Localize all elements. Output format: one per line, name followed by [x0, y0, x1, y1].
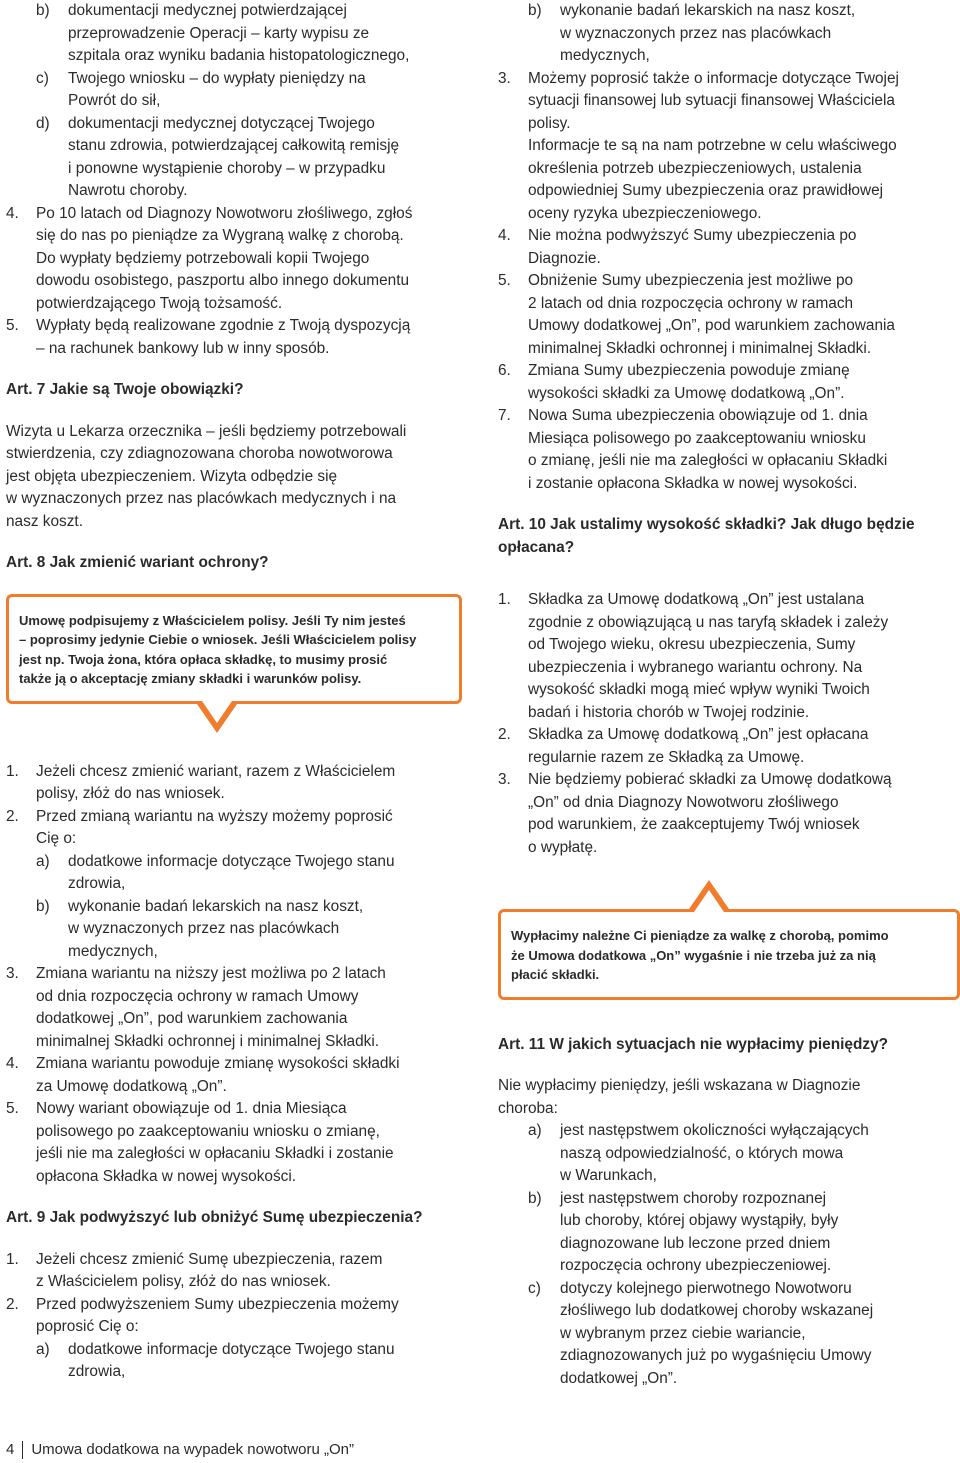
list-item-body	[36, 1249, 468, 1294]
callout-line: że Umowa dodatkowa „On” wygaśnie i nie trzeba już za nią	[511, 947, 876, 963]
sub-item-line: medycznych,	[560, 47, 650, 64]
list-item-body	[36, 1098, 468, 1188]
list-item-line: Zmiana wariantu na niższy jest możliwa po 2 latach	[36, 965, 386, 982]
heading-line: Art. 11 W jakich sytuacjach nie wypłacimy pieniędzy?	[498, 1035, 889, 1053]
sub-item	[36, 851, 468, 896]
list-item-line: Do wypłaty będziemy potrzebowali kopii Twojego	[36, 249, 370, 267]
sub-item-line: wykonanie badań lekarskich na nasz koszt,	[68, 897, 364, 915]
list-item-line: o wypłatę.	[528, 838, 598, 856]
list-item-line: minimalnej Składki ochronnej i minimalnej Składki.	[36, 1032, 380, 1050]
list-item-line: Cię o:	[36, 830, 77, 847]
list-item-body	[528, 405, 956, 495]
list-item	[6, 963, 468, 1053]
heading-line: opłacana?	[498, 538, 575, 556]
list-item-line: wysokość składki mogą mieć wpływ wyniki Twoich	[528, 681, 870, 698]
list-item-number: 5.	[498, 272, 511, 289]
sub-item-text	[68, 851, 468, 896]
sub-item-label: c)	[36, 69, 49, 87]
list-item-body	[36, 1053, 468, 1098]
list-item-line: wysokości składki za Umowę dodatkową „On”.	[528, 384, 845, 402]
list-item	[6, 806, 468, 964]
spacer	[498, 495, 956, 514]
list-item-line: o zmianę, jeśli nie ma zaległości w opłacaniu Składki	[528, 452, 888, 469]
spacer	[498, 1056, 956, 1075]
numbered-list	[498, 0, 956, 495]
spacer	[6, 533, 468, 552]
list-item-body	[36, 315, 468, 360]
article-heading	[6, 552, 468, 575]
sub-item	[36, 896, 468, 964]
numbered-list	[6, 1249, 468, 1384]
sub-item-label: a)	[36, 852, 50, 870]
sub-item-line: w wyznaczonych przez nas placówkach	[68, 920, 340, 937]
page-number: 4	[6, 1441, 15, 1458]
list-item-line: „On” od dnia Diagnozy Nowotworu złośliwego	[528, 793, 839, 811]
heading-line: Art. 7 Jakie są Twoje obowiązki?	[6, 381, 244, 398]
list-item	[6, 1249, 468, 1294]
list-item-line: ubezpieczenia i wybranego wariantu ochrony. Na	[528, 658, 863, 676]
list-item-number: 3.	[6, 965, 19, 982]
list-item-line: minimalnej Składki ochronnej i minimalnej Składki.	[528, 339, 872, 357]
list-item-line: zgodnie z obowiązującą u nas taryfą składek i zależy	[528, 613, 889, 631]
spacer	[6, 402, 468, 421]
sub-item-line: stanu zdrowia, potwierdzającej całkowitą remisję	[68, 137, 400, 154]
sub-item-text	[560, 1278, 956, 1391]
callout-line: także ją o akceptację zmiany składki i warunków polisy.	[19, 671, 362, 686]
spacer	[6, 704, 468, 761]
list-item-line: oceny ryzyka ubezpieczeniowego.	[528, 204, 762, 222]
list-item-line: się do nas po pieniądze za Wygraną walkę z chorobą.	[36, 227, 404, 244]
sub-item-line: zdiagnozowanych już po wygaśnięciu Umowy	[560, 1347, 872, 1364]
sub-item-line: dokumentacji medycznej potwierdzającej	[68, 2, 347, 19]
sub-item	[528, 0, 956, 68]
callout-arrow-up-icon	[689, 880, 729, 909]
sub-item-line: zdrowia,	[68, 875, 126, 892]
callout-box	[498, 909, 960, 1000]
left-column	[6, 0, 468, 1384]
list-item-body	[528, 360, 956, 405]
right-column	[498, 0, 956, 1390]
list-item-number: 1.	[6, 762, 19, 780]
list-item-number: 5.	[6, 317, 19, 334]
sub-item-text	[68, 68, 468, 113]
list-item-number: 4.	[498, 227, 511, 244]
list-item-line: od dnia rozpoczęcia ochrony w ramach Umowy	[36, 987, 359, 1005]
sub-item-line: dodatkowe informacje dotyczące Twojego stanu	[68, 1340, 395, 1358]
list-item-number: 6.	[498, 362, 511, 379]
list-item-line: od Twojego wieku, okresu ubezpieczenia, Sumy	[528, 636, 856, 653]
article-heading	[6, 1207, 468, 1230]
paragraph-line: jest objęta ubezpieczeniem. Wizyta odbędzie się	[6, 467, 338, 485]
list-item-line: Umowy dodatkowej „On”, pod warunkiem zachowania	[528, 317, 895, 334]
spacer	[6, 360, 468, 379]
list-item-number: 3.	[498, 69, 511, 87]
list-item-line: Jeżeli chcesz zmienić Sumę ubezpieczenia, razem	[36, 1250, 383, 1268]
paragraph-line: Wizyta u Lekarza orzecznika – jeśli będziemy potrzebowali	[6, 422, 407, 440]
list-item-body	[528, 225, 956, 270]
sub-item-text	[68, 896, 468, 964]
list-item	[498, 724, 956, 769]
sub-item-label: b)	[528, 2, 542, 19]
callout-arrow-down-icon	[197, 704, 237, 733]
sub-item-line: Powrót do sił,	[68, 92, 161, 109]
list-item-line: Przed zmianą wariantu na wyższy możemy poprosić	[36, 807, 393, 825]
list-item	[498, 589, 956, 724]
sub-item-line: w wybranym przez ciebie wariancie,	[560, 1324, 806, 1342]
footer-title: Umowa dodatkowa na wypadek nowotworu „On”	[31, 1441, 355, 1458]
list-item	[498, 769, 956, 859]
sub-item	[36, 0, 468, 68]
sub-item-line: przeprowadzenie Operacji – karty wypisu ze	[68, 24, 370, 42]
list-item-line: Możemy poprosić także o informacje dotyczące Twojej	[528, 69, 899, 87]
list-item-line: polisy, złóż do nas wniosek.	[36, 785, 225, 802]
sub-item-line: w wyznaczonych przez nas placówkach	[560, 24, 832, 42]
list-item-line: dodatkowej „On”, pod warunkiem zachowania	[36, 1010, 348, 1027]
list-item	[498, 68, 956, 226]
list-item-body	[528, 1120, 956, 1390]
list-item-number: 3.	[498, 771, 511, 788]
article-heading	[498, 514, 956, 559]
numbered-list	[6, 0, 468, 360]
paragraph-line: choroba:	[498, 1099, 558, 1117]
sub-item-line: wykonanie badań lekarskich na nasz koszt,	[560, 2, 856, 19]
list-item-body	[36, 1294, 468, 1384]
list-item-number: 2.	[498, 726, 511, 743]
list-item	[498, 0, 956, 68]
list-item-line: Nowy wariant obowiązuje od 1. dnia Miesiąca	[36, 1100, 347, 1117]
spacer	[6, 1230, 468, 1249]
heading-line: Art. 9 Jak podwyższyć lub obniżyć Sumę ubezpieczenia?	[6, 1209, 423, 1226]
page-footer	[6, 1440, 354, 1460]
sub-item-label: b)	[36, 897, 50, 915]
list-item-line: pod warunkiem, że zaakceptujemy Twój wniosek	[528, 816, 860, 833]
sub-item	[36, 68, 468, 113]
spacer	[6, 1188, 468, 1207]
sub-item-line: Twojego wniosku – do wypłaty pieniędzy na	[68, 69, 366, 87]
numbered-list	[498, 589, 956, 859]
paragraph-line: w wyznaczonych przez nas placówkach medycznych i na	[6, 490, 397, 507]
sub-item-text	[560, 0, 956, 68]
sub-item-line: dotyczy kolejnego pierwotnego Nowotworu	[560, 1279, 852, 1297]
sub-item-text	[68, 0, 468, 68]
sub-item-line: jest następstwem choroby rozpoznanej	[560, 1189, 827, 1207]
list-item-number	[498, 0, 528, 68]
sub-item-text	[560, 1120, 956, 1188]
list-item	[6, 761, 468, 806]
list-item-line: poprosić Cię o:	[36, 1318, 139, 1335]
list-item	[6, 0, 468, 203]
sub-item-text	[68, 1339, 468, 1384]
numbered-list	[6, 761, 468, 1189]
paragraph	[498, 1075, 956, 1120]
list-item-body	[528, 68, 956, 226]
sub-item-line: rozpoczęcia ochrony ubezpieczeniowej.	[560, 1257, 832, 1274]
spacer	[498, 559, 956, 589]
paragraph-line: Nie wypłacimy pieniędzy, jeśli wskazana w Diagnozie	[498, 1077, 861, 1094]
list-item-line: Informacje te są na nam potrzebne w celu właściwego	[528, 137, 897, 154]
list-item-body	[528, 270, 956, 360]
list-item-line: Zmiana wariantu powoduje zmianę wysokości składki	[36, 1055, 400, 1072]
list-item-line: Nie można podwyższyć Sumy ubezpieczenia po	[528, 227, 857, 244]
sub-item-line: i ponowne wystąpienie choroby – w przypadku	[68, 159, 386, 177]
heading-line: Art. 8 Jak zmienić wariant ochrony?	[6, 554, 269, 571]
numbered-list	[498, 1120, 956, 1390]
list-item-body	[36, 203, 468, 316]
paragraph-line: stwierdzenia, czy zdiagnozowana choroba nowotworowa	[6, 445, 393, 462]
sub-item	[36, 113, 468, 203]
sub-item-line: w Warunkach,	[560, 1167, 657, 1184]
list-item-number	[6, 0, 36, 203]
article-heading	[6, 379, 468, 402]
list-item-line: regularnie razem ze Składką za Umowę.	[528, 748, 805, 766]
list-item-line: odpowiedniej Sumy ubezpieczenia oraz prawidłowej	[528, 182, 884, 199]
list-item-body	[528, 0, 956, 68]
list-item-line: Miesiąca polisowego po zaakceptowaniu wniosku	[528, 429, 866, 447]
list-item-line: Po 10 latach od Diagnozy Nowotworu złośliwego, zgłoś	[36, 204, 413, 222]
list-item-body	[36, 761, 468, 806]
sub-item-label: a)	[528, 1122, 542, 1139]
list-item-body	[528, 769, 956, 859]
paragraph-line: nasz koszt.	[6, 512, 83, 530]
sub-item-line: diagnozowane lub leczone przed dniem	[560, 1234, 831, 1252]
list-item-line: Nowa Suma ubezpieczenia obowiązuje od 1. dnia	[528, 407, 868, 424]
list-item	[6, 1098, 468, 1188]
sub-item	[528, 1188, 956, 1278]
list-item-line: Jeżeli chcesz zmienić wariant, razem z Właścicielem	[36, 762, 396, 780]
list-item-body	[36, 0, 468, 203]
list-item-line: sytuacji finansowej lub sytuacji finansowej Właściciela	[528, 92, 895, 109]
callout-line: płacić składki.	[511, 967, 600, 982]
list-item-line: Składka za Umowę dodatkową „On” jest ustalana	[528, 591, 865, 608]
article-heading	[498, 1034, 956, 1057]
list-item-number: 2.	[6, 1295, 19, 1313]
sub-item-line: Nawrotu choroby.	[68, 182, 188, 199]
sub-item-text	[560, 1188, 956, 1278]
list-item-number: 1.	[498, 591, 511, 608]
paragraph	[6, 421, 468, 534]
list-item-line: Nie będziemy pobierać składki za Umowę dodatkową	[528, 771, 892, 788]
callout-line: Wypłacimy należne Ci pieniądze za walkę z chorobą, pomimo	[511, 928, 889, 943]
list-item-line: – na rachunek bankowy lub w inny sposób.	[36, 339, 330, 357]
list-item	[498, 360, 956, 405]
list-item	[498, 1120, 956, 1390]
list-item-line: Przed podwyższeniem Sumy ubezpieczenia możemy	[36, 1295, 399, 1313]
list-item	[498, 270, 956, 360]
sub-item-line: szpitala oraz wyniku badania histopatologicznego,	[68, 47, 410, 64]
list-item	[6, 315, 468, 360]
list-item	[6, 203, 468, 316]
list-item	[498, 225, 956, 270]
sub-item-text	[68, 113, 468, 203]
list-item-line: Obniżenie Sumy ubezpieczenia jest możliwe po	[528, 272, 854, 289]
list-item-line: polisowego po zaakceptowaniu wniosku o zmianę,	[36, 1122, 380, 1140]
sub-item-label: a)	[36, 1340, 50, 1358]
sub-item-line: naszą odpowiedzialność, o których mowa	[560, 1144, 844, 1162]
sub-item-label: d)	[36, 114, 50, 132]
list-item-body	[36, 963, 468, 1053]
sub-item	[528, 1278, 956, 1391]
sub-item	[528, 1120, 956, 1188]
list-item-body	[528, 724, 956, 769]
callout-line: Umowę podpisujemy z Właścicielem polisy. Jeśli Ty nim jesteś	[19, 612, 406, 628]
list-item-number: 4.	[6, 204, 19, 222]
list-item-number: 1.	[6, 1250, 19, 1268]
sub-item	[36, 1339, 468, 1384]
footer-divider	[22, 1441, 23, 1459]
list-item-line: jeśli nie ma zaległości w opłacaniu Składki i zostanie	[36, 1145, 394, 1162]
callout-line: – poprosimy jedynie Ciebie o wniosek. Jeśli Właścicielem polisy	[19, 632, 417, 647]
list-item-line: Diagnozie.	[528, 249, 601, 267]
list-item-line: potwierdzającego Twoją tożsamość.	[36, 294, 283, 312]
list-item-line: określenia potrzeb ubezpieczeniowych, ustalenia	[528, 159, 862, 177]
sub-item-line: jest następstwem okoliczności wyłączających	[560, 1122, 869, 1139]
list-item-body	[528, 589, 956, 724]
list-item-line: z Właścicielem polisy, złóż do nas wniosek.	[36, 1273, 331, 1290]
sub-item-line: dodatkowe informacje dotyczące Twojego stanu	[68, 852, 395, 870]
list-item	[6, 1053, 468, 1098]
sub-item-line: złośliwego lub dodatkowej choroby wskazanej	[560, 1302, 874, 1319]
sub-item-label: b)	[528, 1189, 542, 1207]
list-item-number: 4.	[6, 1055, 19, 1072]
list-item-line: Wypłaty będą realizowane zgodnie z Twoją dyspozycją	[36, 317, 411, 334]
sub-item-line: dokumentacji medycznej dotyczącej Twojego	[68, 114, 375, 132]
list-item-line: i zostanie opłacona Składka w nowej wysokości.	[528, 474, 858, 492]
list-item	[6, 1294, 468, 1384]
callout-box	[6, 594, 462, 704]
list-item-line: dowodu osobistego, paszportu albo innego dokumentu	[36, 272, 410, 289]
list-item-line: polisy.	[528, 114, 571, 132]
callout-line: jest np. Twoja żona, która opłaca składkę, to musimy prosić	[19, 651, 388, 667]
list-item-line: Składka za Umowę dodatkową „On” jest opłacana	[528, 726, 869, 743]
sub-item-line: zdrowia,	[68, 1363, 126, 1380]
list-item-line: opłacona Składka w nowej wysokości.	[36, 1167, 297, 1185]
list-item-line: 2 latach od dnia rozpoczęcia ochrony w ramach	[528, 294, 854, 312]
list-item	[498, 405, 956, 495]
list-item-number: 2.	[6, 807, 19, 825]
spacer	[498, 1000, 956, 1034]
list-item-number: 5.	[6, 1100, 19, 1117]
sub-item-line: dodatkowej „On”.	[560, 1369, 678, 1387]
list-item-number	[498, 1120, 528, 1390]
spacer	[6, 575, 468, 594]
heading-line: Art. 10 Jak ustalimy wysokość składki? Jak długo będzie	[498, 516, 915, 533]
sub-item-line: lub choroby, której objawy wystąpiły, były	[560, 1212, 839, 1229]
list-item-line: badań i historia chorób w Twojej rodzinie.	[528, 703, 810, 721]
sub-item-label: b)	[36, 2, 50, 19]
sub-item-label: c)	[528, 1279, 541, 1297]
list-item-number: 7.	[498, 407, 511, 424]
sub-item-line: medycznych,	[68, 942, 158, 960]
list-item-line: za Umowę dodatkową „On”.	[36, 1077, 227, 1095]
list-item-body	[36, 806, 468, 964]
list-item-line: Zmiana Sumy ubezpieczenia powoduje zmianę	[528, 362, 850, 379]
